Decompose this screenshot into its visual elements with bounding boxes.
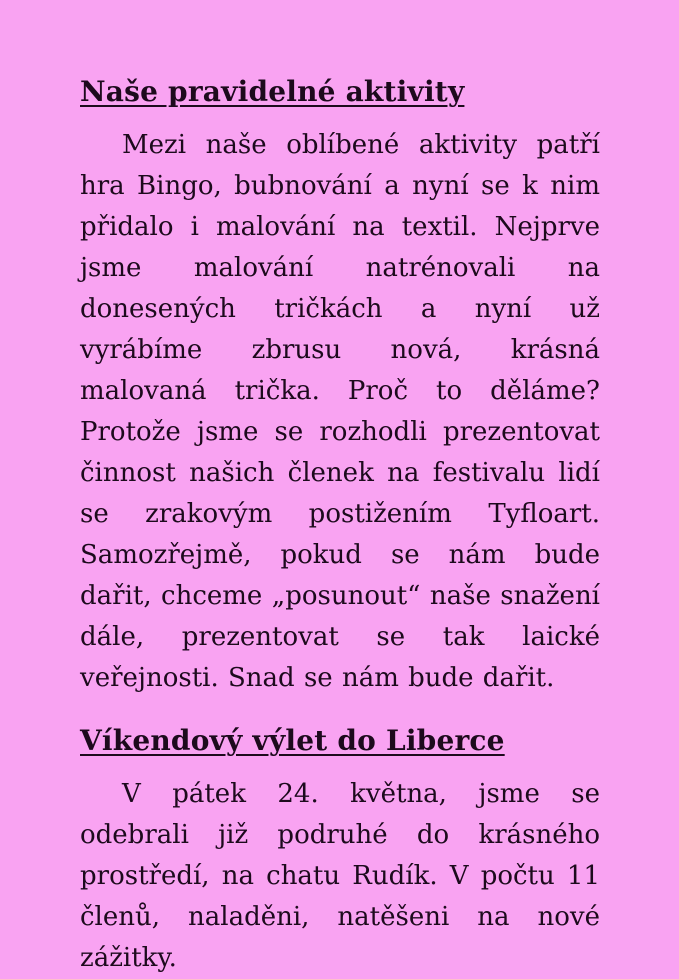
paragraph-weekend-trip: V pátek 24. května, jsme se odebrali již podruhé do krásného prostředí, na chatu Rudík. V počtu 11 členů, naladěni, natěšeni na nové zážitky. bbox=[80, 779, 600, 973]
section-heading-regular-activities: Naše pravidelné aktivity bbox=[80, 75, 465, 108]
section-weekend-trip bbox=[80, 723, 600, 979]
section-heading-weekend-trip: Víkendový výlet do Liberce bbox=[80, 724, 505, 757]
section-regular-activities bbox=[80, 74, 600, 699]
paragraph-regular-activities: Mezi naše oblíbené aktivity patří hra Bingo, bubnování a nyní se k nim přidalo i malování na textil. Nejprve jsme malování natrénovali na donesených tričkách a nyní už vyrábíme zbrusu nová, krásná malovaná trička. Proč to děláme? Protože jsme se rozhodli prezentovat činnost našich členek na festivalu lidí se zrakovým postižením Tyfloart. Samozřejmě, pokud se nám bude dařit, chceme „posunout“ naše snažení dále, prezentovat se tak laické veřejnosti. Snad se nám bude dařit. bbox=[80, 130, 600, 693]
